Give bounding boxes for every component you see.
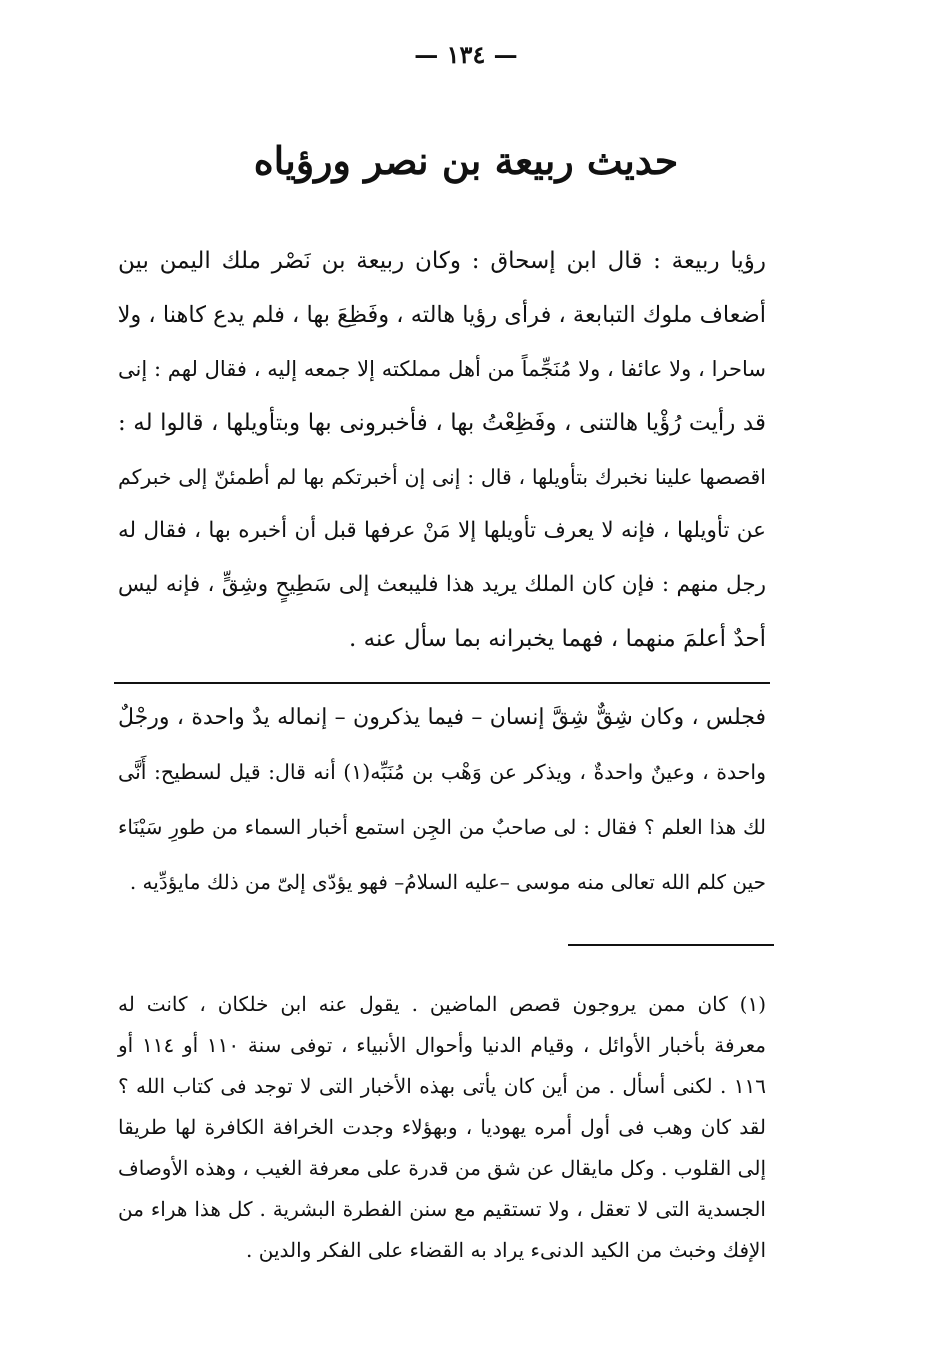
footnote-rule bbox=[568, 944, 774, 946]
text-line: قد رأيت رُؤْيا هالتنى ، وفَظِعْتُ بها ، فأخبرونى بها وبتأويلها ، قالوا له : bbox=[118, 410, 766, 436]
main-text bbox=[118, 234, 766, 666]
continuation-text bbox=[118, 690, 766, 910]
text-line: لك هذا العلم ؟ فقال : لى صاحبٌ من الجِن استمع أخبار السماء من طورِ سَيْنَاء bbox=[118, 815, 766, 839]
text-line: حين كلم الله تعالى منه موسى –عليه السلامُ– فهو يؤدّى إلىّ من ذلك مايؤدِّيه . bbox=[129, 870, 766, 894]
footnote-line: معرفة بأخبار الأوائل ، وقيام الدنيا وأحوال الأنبياء ، توفى سنة ١١٠ أو ١١٤ أو bbox=[118, 1033, 766, 1057]
text-line: أضعاف ملوك التبابعة ، فرأى رؤيا هالته ، وفَظِعَ بها ، فلم يدع كاهنا ، ولا bbox=[117, 302, 766, 328]
text-line: واحدة ، وعينٌ واحدةٌ ، ويذكر عن وَهْب بن مُنَبِّه(١) أنه قال: قيل لسطيح: أَنَّى bbox=[118, 760, 767, 784]
text-line: أحدٌ أعلمَ منهما ، فهما يخبرانه بما سأل عنه . bbox=[348, 626, 766, 652]
text-line: عن تأويلها ، فإنه لا يعرف تأويلها إلا مَنْ عرفها قبل أن أخبره بها ، فقال له bbox=[118, 518, 766, 543]
text-line: رؤيا ربيعة : قال ابن إسحاق : وكان ربيعة بن نَصْر ملك اليمن بين bbox=[118, 248, 766, 274]
page-number: — ١٣٤ — bbox=[414, 40, 518, 69]
footnote bbox=[118, 984, 766, 1271]
text-line: فجلس ، وكان شِقٌّ شِقَّ إنسان – فيما يذكرون – إنماله يدٌ واحدة ، ورجْلٌ bbox=[118, 705, 766, 730]
footnote-line: الإفك وخبث من الكيد الدنىء يراد به القضاء على الفكر والدين . bbox=[246, 1238, 766, 1262]
footnote-line: ١١٦ . لكنى أسأل . من أين كان يأتى بهذه الأخبار التى لا توجد فى كتاب الله ؟ bbox=[118, 1074, 766, 1098]
footnote-line: الجسدية التى لا تعقل ، ولا تستقيم مع سنن الفطرة البشرية . كل هذا هراء من bbox=[118, 1197, 766, 1221]
text-line: رجل منهم : فإن كان الملك يريد هذا فليبعث إلى سَطِيحٍ وشِقٍّ ، فإنه ليس bbox=[118, 572, 766, 597]
text-line: ساحرا ، ولا عائفا ، ولا مُنَجِّماً من أهل مملكته إلا جمعه إليه ، فقال لهم : إنى bbox=[118, 357, 766, 381]
text-line: اقصصها علينا نخبرك بتأويلها ، قال : إنى إن أخبرتكم بها لم أطمئنّ إلى خبركم bbox=[118, 465, 766, 489]
footnote-line: إلى القلوب . وكل مايقال عن شق من قدرة على معرفة الغيب ، وهذه الأوصاف bbox=[118, 1156, 766, 1180]
chapter-title: حديث ربيعة بن نصر ورؤياه bbox=[253, 138, 679, 183]
footnote-line: لقد كان وهب فى أول أمره يهوديا ، وبهؤلاء وجدت الخرافة الكافرة لها طريقا bbox=[118, 1115, 766, 1139]
section-divider bbox=[114, 682, 770, 684]
footnote-line: (١) كان ممن يروجون قصص الماضين . يقول عنه ابن خلكان ، كانت له bbox=[118, 992, 766, 1016]
